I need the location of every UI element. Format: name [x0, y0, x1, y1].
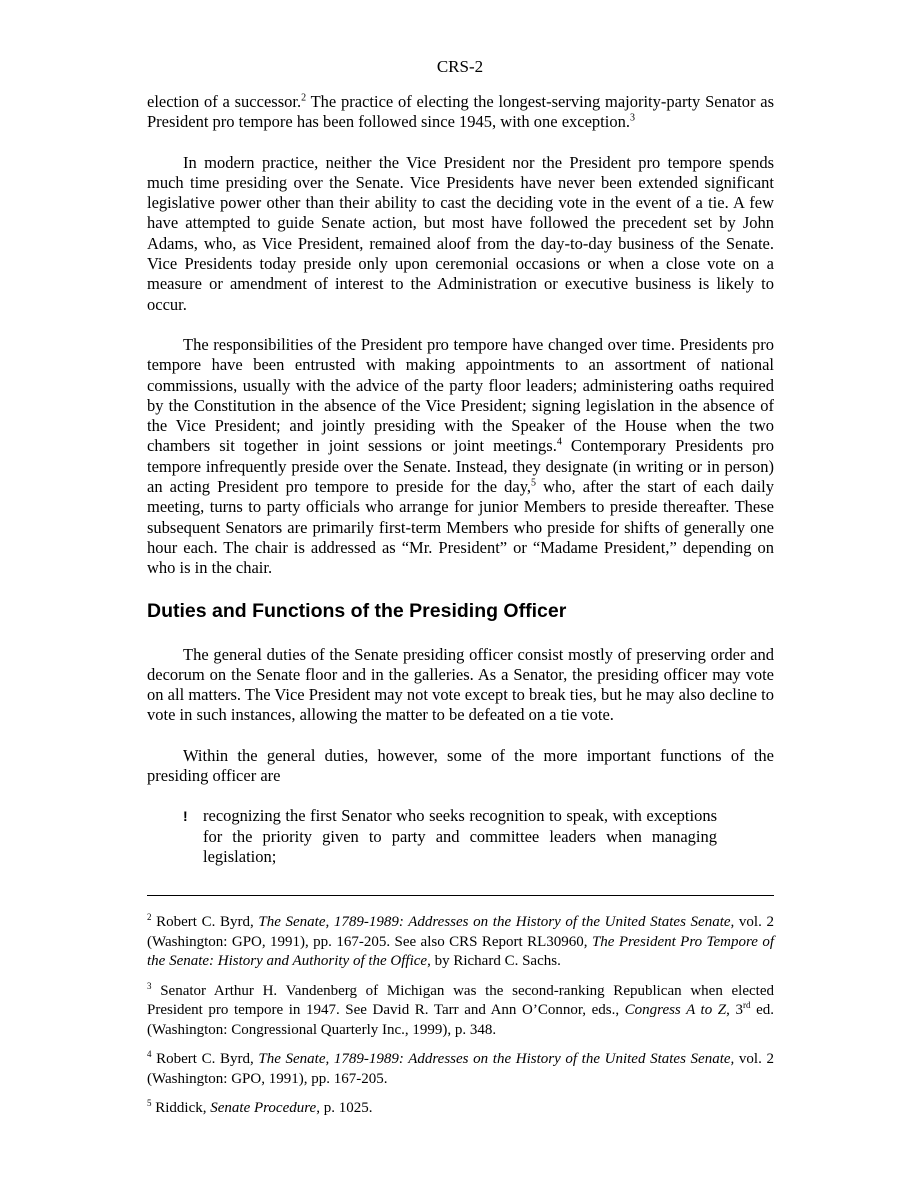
footnote-number: 4 — [147, 1049, 152, 1059]
paragraph-3-text-c: who, after the start of each daily meeting, turns to party officials who arrange for junior Members to preside thereafter. These subsequent Senators are primarily first-term Members who preside for shifts of generally one hour each. The chair is addressed as “Mr. President” or “Madame President,” depending on who is in the chair. — [147, 477, 774, 578]
footnote-title: Senate Procedure — [210, 1100, 317, 1116]
footnote-text: Robert C. Byrd, — [151, 1051, 259, 1067]
footnote-title: The Senate, 1789-1989: Addresses on the History of the United States Senate, — [258, 914, 735, 930]
footnotes — [147, 913, 774, 1129]
footnote-3 — [147, 982, 774, 1041]
paragraph-4: The general duties of the Senate presiding officer consist mostly of preserving order and decorum on the Senate floor and in the galleries. As a Senator, the presiding officer may vote on all matters. The Vice President may not vote except to break ties, but he may also decline to vote in such instances, allowing the matter to be defeated on a tie vote. — [147, 644, 774, 725]
paragraph-2: In modern practice, neither the Vice President nor the President pro tempore spends much time presiding over the Senate. Vice Presidents have never been extended significant legislative power other than their ability to cast the deciding vote in the event of a tie. A few have attempted to guide Senate action, but most have followed the precedent set by John Adams, who, as Vice President, remained aloof from the day-to-day business of the Senate. Vice Presidents today preside only upon ceremonial occasions or when a close vote on a measure or amendment of interest to the Administration or executive business is likely to occur. — [147, 152, 774, 314]
paragraph-1-text-b: The practice of electing the longest-serving majority-party Senator as President pro tempore has been followed since 1945, with one exception. — [147, 92, 775, 132]
footnote-text: vol. 2 (Washington: GPO, 1991), pp. 167-205. — [147, 1051, 774, 1087]
footnote-4 — [147, 1050, 774, 1089]
paragraph-3-text-b: Contemporary Presidents pro tempore infrequently preside over the Senate. Instead, they designate (in writing or in person) an acting President pro tempore to preside for the day, — [147, 436, 774, 497]
paragraph-1 — [147, 92, 774, 133]
ordinal-suffix: rd — [743, 1000, 751, 1010]
footnote-ref-5: 5 — [531, 477, 537, 489]
footnote-text: , p. 1025. — [316, 1100, 373, 1116]
footnote-2 — [147, 913, 774, 972]
footnote-divider — [147, 895, 774, 896]
footnote-title: The Senate, 1789-1989: Addresses on the History of the United States Senate, — [258, 1051, 735, 1067]
paragraph-3-text-a: The responsibilities of the President pro tempore have changed over time. Presidents pro tempore have been entrusted with making appointments to an assortment of national commissions, usually with the advice of the party floor leaders; administering oaths required by the Constitution in the absence of the Vice President; signing legislation in the absence of the Vice President; and jointly presiding with the Speaker of the House when the two chambers sit together in joint sessions or joint meetings. — [147, 334, 774, 456]
footnote-text: , 3 — [726, 1002, 743, 1018]
paragraph-3 — [147, 335, 774, 579]
footnote-text: Riddick, — [151, 1100, 211, 1116]
footnote-number: 5 — [147, 1098, 152, 1108]
page-header: CRS-2 — [436, 57, 484, 76]
footnote-number: 2 — [147, 912, 152, 922]
footnote-text: vol. 2 (Washington: GPO, 1991), pp. 167-205. See also CRS Report RL30960, — [147, 914, 774, 950]
footnote-text: Senator Arthur H. Vandenberg of Michigan was the second-ranking Republican when elected President pro tempore in 1947. See David R. Tarr and Ann O’Connor, eds., — [147, 982, 774, 1018]
footnote-ref-2: 2 — [301, 92, 307, 104]
footnote-text: ed. (Washington: Congressional Quarterly Inc., 1999), p. 348. — [147, 1002, 774, 1038]
footnote-text: , by Richard C. Sachs. — [427, 953, 561, 969]
footnote-ref-3: 3 — [629, 112, 635, 124]
footnote-title: Congress A to Z — [624, 1002, 727, 1018]
footnote-text: Robert C. Byrd, — [151, 914, 259, 930]
footnote-ref-4: 4 — [556, 436, 562, 448]
exclamation-bullet-icon: ! — [183, 808, 188, 825]
footnote-number: 3 — [147, 980, 152, 991]
footnote-5 — [147, 1099, 774, 1119]
paragraph-5: Within the general duties, however, some of the more important functions of the presiding officer are — [147, 745, 774, 786]
bullet-item-text: recognizing the first Senator who seeks recognition to speak, with exceptions for the priority given to party and committee leaders when managing legislation; — [203, 806, 717, 866]
bullet-list — [147, 806, 774, 867]
section-heading: Duties and Functions of the Presiding Officer — [147, 599, 567, 622]
footnote-title: The President Pro Tempore of the Senate: History and Authority of the Office — [147, 933, 774, 969]
body-text — [147, 92, 774, 867]
bullet-item — [183, 806, 717, 867]
paragraph-1-text-a: election of a successor. — [147, 92, 302, 111]
